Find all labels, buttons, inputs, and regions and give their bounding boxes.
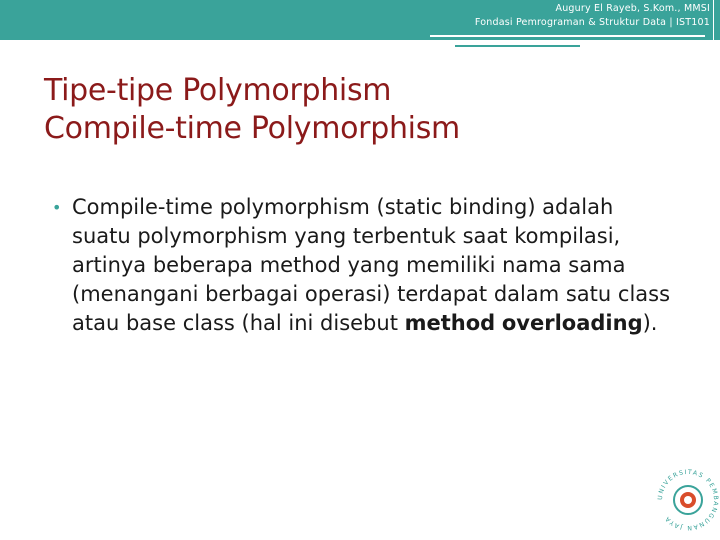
header-author: Augury El Rayeb, S.Kom., MMSI <box>555 3 710 14</box>
bullet-bold-overloading: overloading <box>501 311 643 335</box>
bullet-dot-icon: • <box>52 198 62 217</box>
slide-content <box>52 193 672 338</box>
slide-title-line2: Compile-time Polymorphism <box>44 111 460 146</box>
header-underline <box>430 35 705 37</box>
slide-title <box>44 72 460 148</box>
bullet-bold-method: method <box>404 311 496 335</box>
header-right-bar <box>714 0 720 40</box>
header-text <box>475 2 710 30</box>
bullet-text: Compile-time polymorphism (static binding) adalah suatu polymorphism yang terbentuk saat kompilasi, artinya beberapa method yang memiliki nama sama (menangani berbagai operasi) terdapat dalam satu class atau base class (hal ini disebut <box>72 195 671 335</box>
bullet-item <box>52 193 672 338</box>
logo-arc-text: UNIVERSITAS PEMBANGUNAN JAYA <box>656 468 720 532</box>
university-logo <box>652 456 720 540</box>
header-course: Fondasi Pemrograman & Struktur Data | IST101 <box>474 17 710 28</box>
slide-title-line1: Tipe-tipe Polymorphism <box>44 73 392 108</box>
bullet-end: ). <box>642 311 658 335</box>
bullet-space <box>495 311 502 335</box>
accent-line <box>455 45 580 47</box>
